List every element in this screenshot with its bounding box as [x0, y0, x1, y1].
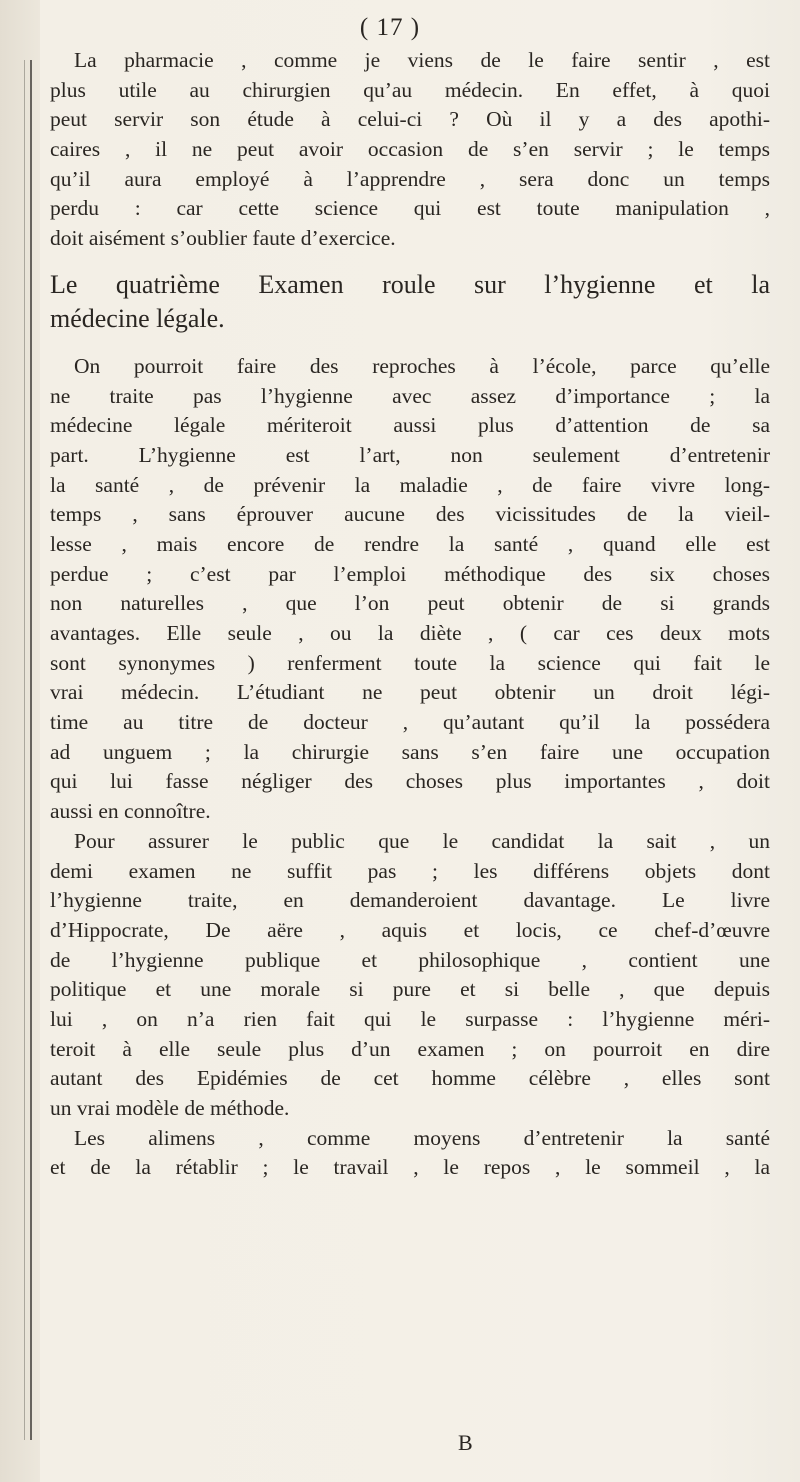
section-heading [50, 268, 770, 336]
binding-edge [30, 60, 32, 1440]
text-line: avantages. Elle seule , ou la diète , ( car ces deux mots [50, 621, 770, 645]
text-line: autant des Epidémies de cet homme célèbre , elles sont [50, 1066, 770, 1091]
text-line: politique et une morale si pure et si belle , que depuis [50, 977, 770, 1002]
text-line: plus utile au chirurgien qu’au médecin. En effet, à quoi [50, 77, 770, 102]
text-line: part. L’hygienne est l’art, non seulement d’entretenir [50, 442, 770, 467]
binding-edge-shadow [24, 60, 25, 1440]
text-line: On pourroit faire des reproches à l’école, parce qu’elle [74, 353, 770, 378]
text-line: ne traite pas l’hygienne avec assez d’importance ; la [50, 383, 770, 408]
text-line: médecine légale mériteroit aussi plus d’attention de sa [50, 413, 770, 438]
paragraph-alimens [50, 1124, 770, 1183]
heading-line: Le quatrième Examen roule sur l’hygienne et la [50, 269, 770, 299]
heading-line: médecine légale. [50, 303, 225, 333]
text-line: d’Hippocrate, De aëre , aquis et locis, ce chef-d’œuvre [50, 917, 770, 942]
text-line: teroit à elle seule plus d’un examen ; on pourroit en dire [50, 1036, 770, 1061]
text-line: de l’hygienne publique et philosophique , contient une [50, 947, 770, 972]
text-line: vrai médecin. L’étudiant ne peut obtenir un droit légi- [50, 680, 770, 705]
text-line: sont synonymes ) renferment toute la science qui fait le [50, 650, 770, 675]
text-line: et de la rétablir ; le travail , le repos , le sommeil , la [50, 1155, 770, 1180]
page-number: ( 17 ) [359, 14, 421, 41]
text-line: La pharmacie , comme je viens de le faire sentir , est [74, 48, 770, 72]
text-line: Les alimens , comme moyens d’entretenir la santé [74, 1125, 770, 1150]
text-line: peut servir son étude à celui-ci ? Où il y a des apothi- [50, 107, 770, 132]
page-text [50, 10, 770, 1183]
text-line: un vrai modèle de méthode. [50, 1096, 290, 1120]
paragraph-hygienne [50, 352, 770, 827]
text-line: la santé , de prévenir la maladie , de faire vivre long- [50, 472, 770, 497]
text-line: Pour assurer le public que le candidat la sait , un [74, 828, 770, 853]
text-line: perdue ; c’est par l’emploi méthodique des six choses [50, 561, 770, 586]
text-line: aussi en connoître. [50, 799, 211, 824]
text-line: non naturelles , que l’on peut obtenir de si grands [50, 591, 770, 616]
text-line: lesse , mais encore de rendre la santé , quand elle est [50, 531, 770, 556]
paragraph-pharmacie [50, 46, 770, 254]
paragraph-candidat [50, 827, 770, 1124]
text-line: ad unguem ; la chirurgie sans s’en faire une occupation [50, 739, 770, 764]
text-line: temps , sans éprouver aucune des vicissitudes de la vieil- [50, 502, 770, 527]
text-line: time au titre de docteur , qu’autant qu’il la possédera [50, 710, 770, 735]
text-line: doit aisément s’oublier faute d’exercice. [50, 226, 396, 251]
page-gutter [0, 0, 40, 1482]
signature-mark: B [458, 1430, 473, 1455]
text-line: qu’il aura employé à l’apprendre , sera donc un temps [50, 166, 770, 191]
text-line: l’hygienne traite, en demanderoient davantage. Le livre [50, 888, 770, 913]
text-line: perdu : car cette science qui est toute manipulation , [50, 196, 770, 221]
text-line: demi examen ne suffit pas ; les différens objets dont [50, 858, 770, 883]
text-line: lui , on n’a rien fait qui le surpasse : l’hygienne méri- [50, 1006, 770, 1031]
text-line: caires , il ne peut avoir occasion de s’en servir ; le temps [50, 137, 770, 162]
text-line: qui lui fasse négliger des choses plus importantes , doit [50, 769, 770, 794]
